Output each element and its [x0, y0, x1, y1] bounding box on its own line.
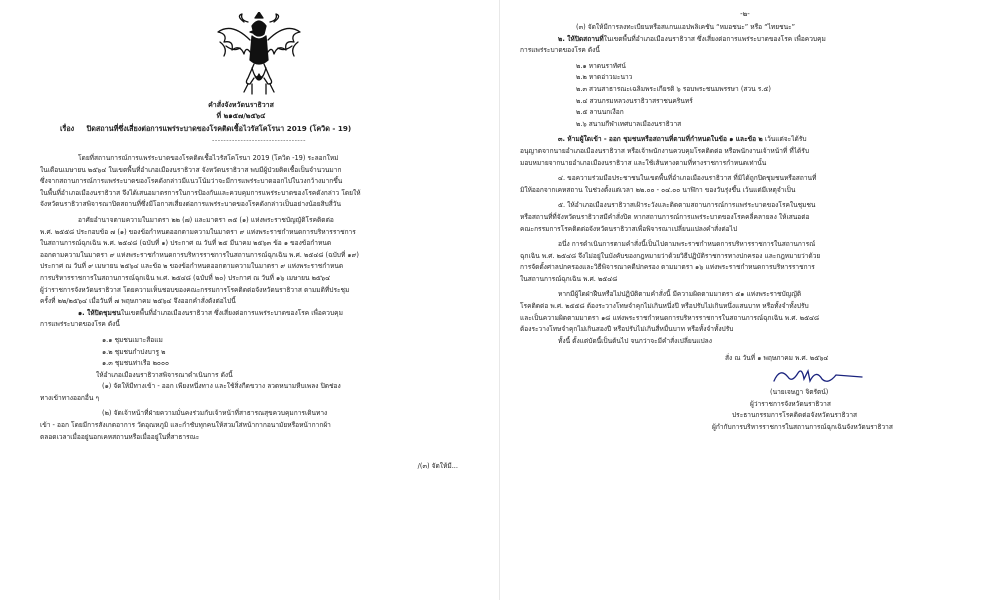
place-item: ๒.๕ ลานนกเงือก: [576, 108, 624, 117]
para1-line: จังหวัดนราธิวาสพิจารณาปิดสถานที่ซึ่งมีโอกาสเสี่ยงต่อการแพร่ระบาดของโรคดังกล่าวเป็นอย่างน้อยสิบสี่วัน: [40, 200, 342, 209]
item-3-line: อนุญาตจากนายอำเภอเมืองนราธิวาส หรือเจ้าพนักงานควบคุมโรคติดต่อ หรือพนักงานเจ้าหน้าที่ ที่ได้รับ: [520, 146, 810, 155]
garuda-emblem-icon: [214, 12, 304, 98]
para1-line: ในพื้นที่อำเภอเมืองนราธิวาส จึงได้เสนอมาตรการในการป้องกันและควบคุมการแพร่ระบาดของโรคดังกล่าว โดยให้: [40, 188, 361, 197]
item-5-line: คณะกรรมการโรคติดต่อจังหวัดนราธิวาสเพื่อพิจารณาเปลี่ยนแปลงคำสั่งต่อไป: [520, 224, 738, 233]
item-1-heading: ๑. ให้ปิดชุมชน: [78, 308, 121, 317]
place-item: ๒.๖ สนามกีฬาเทศบาลเมืองนราธิวาส: [576, 119, 682, 128]
page-number: -๒-: [740, 10, 750, 18]
signature-area: [520, 365, 970, 387]
exemption-line: อนึ่ง การดำเนินการตามคำสั่งนี้เป็นไปตามพระราชกำหนดการบริหารราชการในสถานการณ์: [558, 240, 816, 249]
measure-1: (๑) จัดให้มีทางเข้า - ออก เพียงหนึ่งทาง และใช้สิ่งกีดขวาง ลวดหนามหีบเพลง ปิดช่อง: [102, 382, 341, 391]
community-item: ๑.๒ ชุมชนกำปงบารู ๒: [102, 347, 166, 356]
place-item: ๒.๔ สวนกรมหลวงนราธิวาสราชนครินทร์: [576, 96, 693, 105]
item-1: [40, 308, 478, 320]
para2-line: การบริหารราชการในสถานการณ์ฉุกเฉิน พ.ศ. ๒๕๔๘ (ฉบับที่ ๒๐) ประกาศ ณ วันที่ ๑๖ เมษายน ๒๕๖๔: [40, 273, 331, 282]
penalty-line: ต้องระวางโทษจำคุกไม่เกินสองปี หรือปรับไม่เกินสี่หมื่นบาท หรือทั้งจำทั้งปรับ: [520, 325, 734, 334]
para2-line: อาศัยอำนาจตามความในมาตรา ๒๒ (๗) และมาตรา ๓๕ (๑) แห่งพระราชบัญญัติโรคติดต่อ: [78, 215, 334, 224]
measure-3: (๓) จัดให้มีการลงทะเบียนหรือสแกนแอปพลิเคชัน “หมอชนะ” หรือ “ไทยชนะ”: [576, 23, 796, 31]
signer-name: (นายเจษฎา จิตรัตน์): [770, 388, 829, 397]
para2-line: ครั้งที่ ๒๒/๒๕๖๔ เมื่อวันที่ ๗ พฤษภาคม ๒๕๖๔ จึงออกคำสั่งดังต่อไปนี้: [40, 297, 236, 306]
place-item: ๒.๒ หาดอ่าวมะนาว: [576, 73, 633, 82]
place-item: ๒.๑ หาดนราทัศน์: [576, 61, 626, 70]
para2-line: ในสถานการณ์ฉุกเฉิน พ.ศ. ๒๕๔๘ (ฉบับที่ ๑) ประกาศ ณ วันที่ ๒๕ มีนาคม ๒๕๖๓ ข้อ ๑ ของข้อกำหนด: [40, 239, 332, 248]
item-3-text: เว้นแต่จะได้รับ: [762, 135, 807, 144]
measure-2: (๒) จัดเจ้าหน้าที่ฝ่ายความมั่นคงร่วมกับเจ้าหน้าที่สาธารณสุขควบคุมการเดินทาง: [102, 409, 328, 418]
exemption-line: ในสถานการณ์ฉุกเฉิน พ.ศ. ๒๕๔๘: [520, 274, 618, 283]
order-number: ที่ ๒๑๕๗/๒๕๖๔: [216, 112, 266, 120]
para1-line: โดยที่สถานการณ์การแพร่ระบาดของโรคติดเชื้อไวรัสโคโรนา 2019 (โควิด -19) ระลอกใหม่: [78, 154, 339, 162]
signer-title: ผู้กำกับการบริหารราชการในสถานการณ์ฉุกเฉินจังหวัดนราธิวาส: [712, 422, 893, 431]
place-item: ๒.๓ สวนสาธารณะเฉลิมพระเกียรติ ๖ รอบพระชนมพรรษา (สวน ร.๕): [576, 84, 771, 93]
penalty-line: โรคติดต่อ พ.ศ. ๒๕๕๘ ต้องระวางโทษจำคุกไม่เกินหนึ่งปี หรือปรับไม่เกินหนึ่งแสนบาท หรือทั้งจำทั้งปรับ: [520, 302, 809, 311]
measure-2-cont: เข้า - ออก โดยมีการสังเกตอาการ วัดอุณหภูมิ และกำชับทุกคนให้สวมใส่หน้ากากอนามัยหรือหน้ากากผ้า: [40, 421, 331, 430]
assignment-line: ให้อำเภอเมืองนราธิวาสพิจารณาดำเนินการ ดังนี้: [96, 370, 233, 379]
item-5-line: ๕. ให้อำเภอเมืองนราธิวาสเฝ้าระวังและติดตามสถานการณ์การแพร่ระบาดของโรคในชุมชน: [558, 201, 816, 210]
para2-line: พ.ศ. ๒๕๕๘ ประกอบข้อ ๗ (๑) ของข้อกำหนดออกตามความในมาตรา ๙ แห่งพระราชกำหนดการบริหารราชการ: [40, 227, 356, 236]
subject-label: เรื่อง: [60, 124, 75, 133]
separator-line: ---------------------------------: [212, 136, 306, 144]
page-two: [500, 0, 1000, 600]
para1-line: ซึ่งจากสถานการณ์การแพร่ระบาดของโรคดังกล่าวมีแนวโน้มว่าจะมีการแพร่ระบาดออกไปในวงกว้างมากขึ้น: [40, 177, 343, 186]
item-2-cont: การแพร่ระบาดของโรค ดังนี้: [520, 46, 600, 55]
signer-title: ประธานกรรมการโรคติดต่อจังหวัดนราธิวาส: [732, 411, 858, 420]
signer-title: ผู้ว่าราชการจังหวัดนราธิวาส: [750, 399, 831, 408]
subject-text: ปิดสถานที่ซึ่งเสี่ยงต่อการแพร่ระบาดของโรคติดเชื้อไวรัสโคโรนา 2019 (โควิด - 19): [86, 124, 352, 133]
measure-2-cont: ตลอดเวลาเมื่ออยู่นอกเคหสถานหรือเมื่ออยู่ในที่สาธารณะ: [40, 432, 200, 441]
item-1-text: ในเขตพื้นที่อำเภอเมืองนราธิวาส ซึ่งเสี่ยงต่อการแพร่ระบาดของโรค เพื่อควบคุม: [120, 308, 343, 317]
item-5-line: หรือสถานที่ที่จังหวัดนราธิวาสมีคำสั่งปิด หากสถานการณ์การแพร่ระบาดของโรคคลี่คลายลง ให้เสนอต่อ: [520, 212, 810, 221]
item-2-text: ในเขตพื้นที่อำเภอเมืองนราธิวาส ซึ่งเสี่ยงต่อการแพร่ระบาดของโรค เพื่อควบคุม: [603, 34, 826, 43]
item-4-line: มิให้ออกจากเคหสถาน ในช่วงตั้งแต่เวลา ๒๒.๐๐ - ๐๔.๐๐ นาฬิกา ของวันรุ่งขึ้น เว้นแต่มีเหตุจำเป็น: [520, 185, 796, 194]
penalty-line: หากมีผู้ใดฝ่าฝืนหรือไม่ปฏิบัติตามคำสั่งนี้ มีความผิดตามมาตรา ๕๑ แห่งพระราชบัญญัติ: [558, 290, 802, 299]
item-4-line: ๔. ขอความร่วมมือประชาชนในเขตพื้นที่อำเภอเมืองนราธิวาส ที่มิได้ถูกปิดชุมชนหรือสถานที่: [558, 174, 817, 183]
para2-line: ผู้ว่าราชการจังหวัดนราธิวาส โดยความเห็นชอบของคณะกรรมการโรคติดต่อจังหวัดนราธิวาส ตามมติที่ประชุม: [40, 285, 350, 294]
subject-line: [40, 122, 478, 135]
continued-marker: /(๓) จัดให้มี...: [417, 462, 458, 471]
item-2: [520, 34, 970, 46]
order-title: คำสั่งจังหวัดนราธิวาส: [208, 101, 274, 109]
item-3-line: มอบหมายจากนายอำเภอเมืองนราธิวาส และใช้เส้นทางตามที่ทางราชการกำหนดเท่านั้น: [520, 158, 767, 167]
signed-date: สั่ง ณ วันที่ ๑ พฤษภาคม พ.ศ. ๒๕๖๔: [725, 354, 829, 363]
para1-line: ในเดือนเมษายน ๒๕๖๔ ในเขตพื้นที่อำเภอเมืองนราธิวาส จังหวัดนราธิวาส พบมีผู้ป่วยติดเชื้อเป็นจำนวนมาก: [40, 165, 342, 174]
signature-icon: [770, 365, 870, 387]
community-item: ๑.๑ ชุมชนเมาะสือแม: [102, 335, 163, 344]
item-3: [520, 134, 970, 146]
item-3-heading: ๓. ห้ามผู้ใดเข้า - ออก ชุมชนหรือสถานที่ตามที่กำหนดในข้อ ๑ และข้อ ๒: [558, 135, 763, 144]
item-1-cont: การแพร่ระบาดของโรค ดังนี้: [40, 320, 120, 329]
para2-line: ออกตามความในมาตรา ๙ แห่งพระราชกำหนดการบริหารราชการในสถานการณ์ฉุกเฉิน พ.ศ. ๒๕๔๘ (ฉบับที่ ๑๙): [40, 250, 359, 259]
community-item: ๑.๓ ชุมชนท่าเรือ ๒๐๐๐: [102, 359, 170, 368]
item-2-heading: ๒. ให้ปิดสถานที่: [558, 34, 604, 43]
exemption-line: ฉุกเฉิน พ.ศ. ๒๕๔๘ จึงไม่อยู่ในบังคับของกฎหมายว่าด้วยวิธีปฏิบัติราชการทางปกครอง และกฎหมายว่าด้วย: [520, 251, 821, 260]
penalty-line: และเป็นความผิดตามมาตรา ๑๘ แห่งพระราชกำหนดการบริหารราชการในสถานการณ์ฉุกเฉิน พ.ศ. ๒๕๔๘: [520, 313, 820, 322]
exemption-line: การจัดตั้งศาลปกครองและวิธีพิจารณาคดีปกครอง ตามมาตรา ๑๖ แห่งพระราชกำหนดการบริหารราชการ: [520, 263, 815, 272]
effective-line: ทั้งนี้ ตั้งแต่บัดนี้เป็นต้นไป จนกว่าจะมีคำสั่งเปลี่ยนแปลง: [558, 336, 712, 345]
measure-1-cont: ทางเข้าทางออกอื่น ๆ: [40, 393, 100, 402]
para2-line: ประกาศ ณ วันที่ ๙ เมษายน ๒๕๖๔ และข้อ ๒ ของข้อกำหนดออกตามความในมาตรา ๙ แห่งพระราชกำหนด: [40, 262, 344, 271]
